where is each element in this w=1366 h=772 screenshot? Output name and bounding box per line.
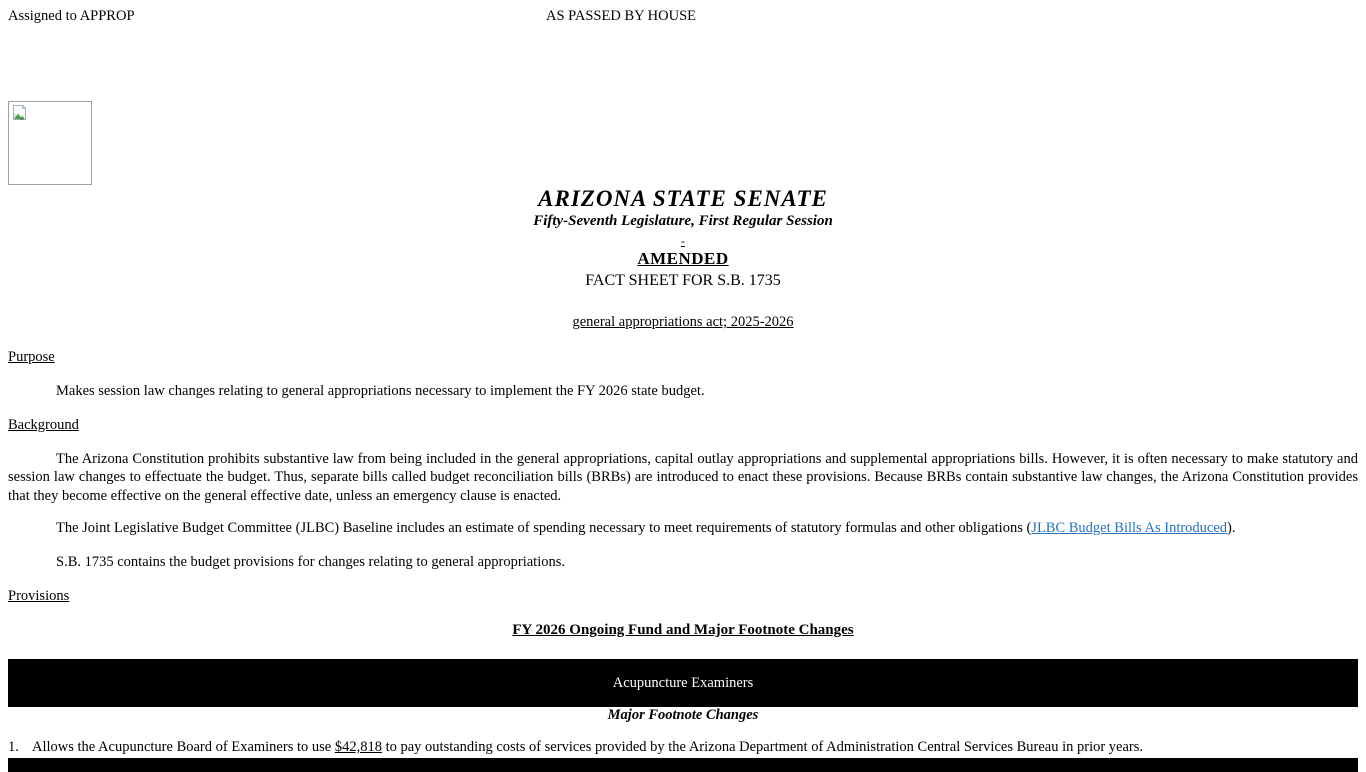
provision-item-1-amount: $42,818 [334,739,382,755]
background-paragraph-2 [8,520,1358,537]
broken-image-icon [9,104,91,124]
background-paragraph-2-text: The Joint Legislative Budget Committee (JLBC) Baseline includes an estimate of spending necessary to meet requirements of statutory formulas and other obligations ( [56,520,1032,536]
amended-label: AMENDED [637,249,729,268]
background-paragraph-2-suffix: ). [1227,520,1236,536]
provision-item-1-suffix: to pay outstanding costs of services provided by the Arizona Department of Administration Central Services Bureau in prior years. [381,739,1144,755]
agency-header-bar [8,659,1358,707]
provision-item-1-prefix: Allows the Acupuncture Board of Examiners to use [32,739,335,755]
next-agency-header-bar-partial [8,758,1358,772]
assigned-committee-label: Assigned to APPROP [8,8,135,24]
separator-dash: - [681,234,685,248]
jlbc-budget-bills-link[interactable]: JLBC Budget Bills As Introduced [1031,520,1228,536]
purpose-heading: Purpose [8,349,55,365]
passed-by-house-label: AS PASSED BY HOUSE [546,8,697,24]
agency-header-label: Acupuncture Examiners [612,674,754,691]
provision-item-1-number: 1. [8,739,19,755]
bill-subject-line: general appropriations act; 2025-2026 [572,314,794,330]
purpose-paragraph: Makes session law changes relating to general appropriations necessary to implement the FY 2026 state budget. [56,383,705,399]
background-paragraph-3: S.B. 1735 contains the budget provisions for changes relating to general appropriations. [56,554,566,570]
broken-image-placeholder [8,101,92,185]
legislature-session-subtitle: Fifty-Seventh Legislature, First Regular Session [533,213,833,229]
provisions-heading: Provisions [8,588,70,604]
document-title: ARIZONA STATE SENATE [538,186,828,211]
fy2026-section-heading: FY 2026 Ongoing Fund and Major Footnote Changes [512,622,854,638]
provision-item-1-text [32,739,1358,756]
background-paragraph-1: The Arizona Constitution prohibits substantive law from being included in the general appropriations, capital outlay appropriations and supplemental appropriations bills. However, it is often necessary to make statutory and session law changes to effectuate the budget. Thus, separate bills called budget reconciliation bills (BRBs) are introduced to enact these provisions. Because BRBs contain substantive law changes, the Arizona Constitution provides that they become effective on the general effective date, unless an emergency clause is enacted. [8,451,1358,504]
fact-sheet-title: FACT SHEET FOR S.B. 1735 [585,272,781,289]
major-footnote-changes-heading: Major Footnote Changes [607,707,759,723]
provision-item-1 [8,739,1358,756]
background-heading: Background [8,417,79,433]
